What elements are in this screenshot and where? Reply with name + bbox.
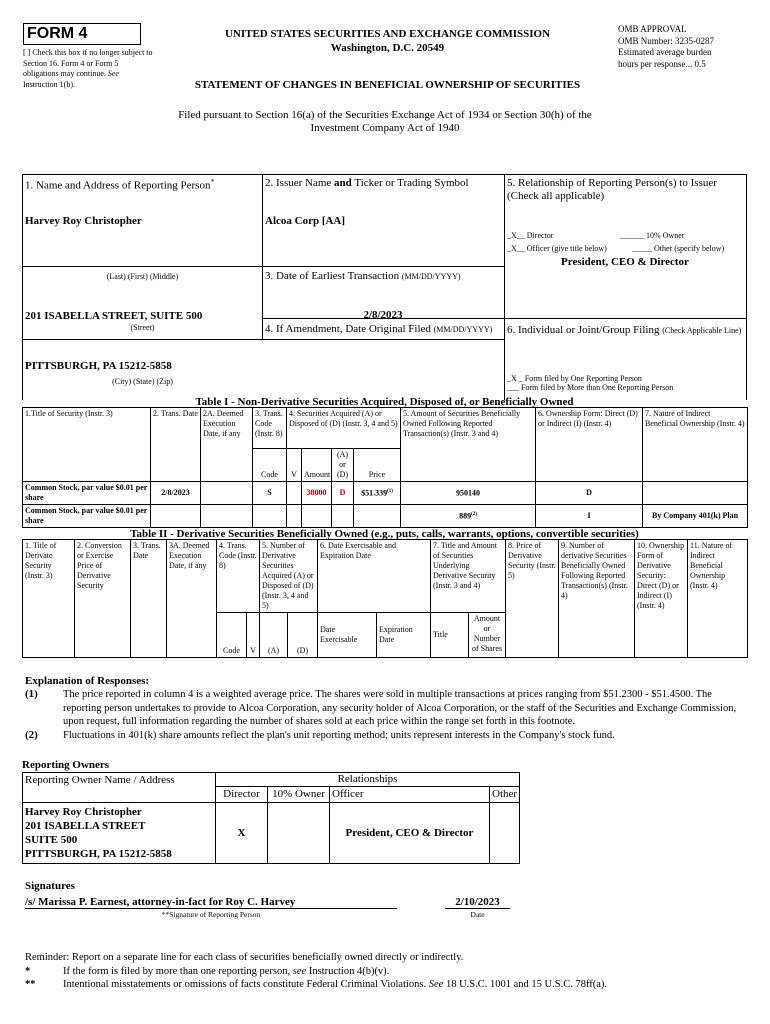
owners-table bbox=[22, 772, 520, 864]
t1-col6-header: 6. Ownership Form: Direct (D) or Indirect (I) (Instr. 4) bbox=[536, 408, 643, 449]
t1-col7-header: 7. Nature of Indirect Beneficial Ownership (Instr. 4) bbox=[643, 408, 748, 449]
box5-label: 5. Relationship of Reporting Person(s) to Issuer (Check all applicable) bbox=[507, 177, 717, 202]
footnote-2-text: Fluctuations in 401(k) share amounts reflect the plan's unit reporting method; units represent interests in the Company's stock fund. bbox=[63, 730, 615, 741]
owner-name-address: Harvey Roy Christopher 201 ISABELLA STREET SUITE 500 PITTSBURGH, PA 15212-5858 bbox=[23, 803, 216, 864]
t1-r2-code bbox=[253, 504, 287, 527]
t2-sub-amount: Amount or Number of Shares bbox=[469, 613, 506, 658]
table1 bbox=[22, 407, 748, 528]
owners-col-director: Director bbox=[216, 787, 268, 803]
table-row bbox=[23, 504, 748, 527]
signature-date: 2/10/2023 bbox=[445, 896, 510, 909]
t1-sub-ad: (A) or (D) bbox=[332, 448, 354, 481]
t1-r1-title: Common Stock, par value $0.01 per share bbox=[23, 481, 151, 504]
t2-sub-a: (A) bbox=[260, 613, 288, 658]
t1-col5-header: 5. Amount of Securities Beneficially Owned Following Reported Transaction(s) (Instr. 3 and 4) bbox=[401, 408, 536, 449]
owner-officer-title: President, CEO & Director bbox=[330, 803, 490, 864]
t2-col11-header: 11. Nature of Indirect Beneficial Ownership (Instr. 4) bbox=[688, 540, 748, 613]
reporting-person-name: Harvey Roy Christopher bbox=[25, 215, 142, 227]
table-row bbox=[23, 481, 748, 504]
filing-more-persons: ___ Form filed by More than One Reporting Person bbox=[507, 383, 674, 392]
t2-sub-v: V bbox=[247, 613, 260, 658]
signer-name: /s/ Marissa P. Earnest, attorney-in-fact for Roy C. Harvey bbox=[25, 896, 397, 909]
t1-r2-v bbox=[287, 504, 302, 527]
t2-sub-expiration: Expiration Date bbox=[377, 613, 431, 658]
issuer-name: Alcoa Corp [AA] bbox=[265, 215, 346, 227]
owners-col-relationships: Relationships bbox=[216, 773, 520, 787]
statement-title: STATEMENT OF CHANGES IN BENEFICIAL OWNERSHIP OF SECURITIES bbox=[194, 79, 581, 91]
relationship-other: _____ Other (specify below) bbox=[632, 244, 725, 253]
t2-sub-exercisable: Date Exercisable bbox=[318, 613, 377, 658]
signatures-heading: Signatures bbox=[25, 880, 75, 892]
t1-r1-form: D bbox=[536, 481, 643, 504]
t1-sub-code: Code bbox=[253, 448, 287, 481]
footnote-1-mark: (1) bbox=[25, 688, 38, 700]
street-label: (Street) bbox=[130, 323, 155, 332]
owners-col-name: Reporting Owner Name / Address bbox=[23, 773, 216, 803]
t2-col4-header: 4. Trans. Code (Instr. 8) bbox=[217, 540, 260, 613]
t2-col8-header: 8. Price of Derivative Security (Instr. 5) bbox=[506, 540, 559, 613]
t2-sub-code: Code bbox=[217, 613, 247, 658]
box4-label: 4. If Amendment, Date Original Filed (MM/DD/YYYY) bbox=[265, 323, 493, 335]
t2-col10-header: 10. Ownership Form of Derivative Security: Direct (D) or Indirect (I) (Instr. 4) bbox=[635, 540, 688, 613]
t1-sub-amount: Amount bbox=[302, 448, 332, 481]
t2-col3a-header: 3A. Deemed Execution Date, if any bbox=[167, 540, 217, 613]
officer-title: President, CEO & Director bbox=[561, 256, 689, 268]
reminder-star-1: * bbox=[25, 966, 31, 977]
table2 bbox=[22, 539, 748, 658]
footnote-2-mark: (2) bbox=[25, 729, 38, 741]
filing-one-person: _X _ Form filed by One Reporting Person bbox=[507, 374, 642, 383]
owners-col-ten-pct: 10% Owner bbox=[268, 787, 330, 803]
t2-col5-header: 5. Number of Derivative Securities Acquired (A) or Disposed of (D) (Instr. 3, 4 and 5) bbox=[260, 540, 318, 613]
t1-r2-owned: 889$^{(2)}$ bbox=[401, 504, 536, 527]
t1-col4-header: 4. Securities Acquired (A) or Disposed of (D) (Instr. 3, 4 and 5) bbox=[287, 408, 401, 449]
owners-col-other: Other bbox=[490, 787, 520, 803]
reminder-violations: Intentional misstatements or omissions of facts constitute Federal Criminal Violations. See 18 U.S.C. 1001 and 15 U.S.C. 78ff(a). bbox=[63, 979, 608, 990]
t1-r1-date: 2/8/2023 bbox=[151, 481, 201, 504]
name-format-label: (Last) (First) (Middle) bbox=[106, 272, 179, 281]
t1-r2-price bbox=[354, 504, 401, 527]
reminder-star-2: ** bbox=[25, 979, 36, 990]
relationship-officer: _X__ Officer (give title below) bbox=[507, 244, 607, 253]
reminder-multiple-persons: If the form is filed by more than one reporting person, see Instruction 4(b)(v). bbox=[63, 966, 390, 977]
owners-col-officer: Officer bbox=[330, 787, 490, 803]
t1-col1-header: 1.Title of Security (Instr. 3) bbox=[23, 408, 151, 449]
box1-label: 1. Name and Address of Reporting Person* bbox=[25, 177, 215, 192]
t2-col7-header: 7. Title and Amount of Securities Underlying Derivative Security (Instr. 3 and 4) bbox=[431, 540, 506, 613]
owner-director-mark: X bbox=[216, 803, 268, 864]
t1-col2a-header: 2A. Deemed Execution Date, if any bbox=[201, 408, 253, 449]
table2-title: Table II - Derivative Securities Beneficially Owned (e.g., puts, calls, warrants, options, convertible securities) bbox=[130, 528, 639, 540]
signature-date-label: Date bbox=[470, 910, 485, 919]
earliest-transaction-date: 2/8/2023 bbox=[363, 309, 403, 321]
t1-r1-code: S bbox=[253, 481, 287, 504]
box3-label: 3. Date of Earliest Transaction (MM/DD/YYYY) bbox=[265, 270, 461, 282]
t1-sub-price: Price bbox=[354, 448, 401, 481]
t2-col1-header: 1. Title of Derivate Security (Instr. 3) bbox=[23, 540, 75, 613]
t1-r1-ad: D bbox=[332, 481, 354, 504]
t2-col6-header: 6. Date Exercisable and Expiration Date bbox=[318, 540, 431, 613]
t1-r1-price: $51.339$^{(1)}$ bbox=[354, 481, 401, 504]
reminder-line: Reminder: Report on a separate line for each class of securities beneficially owned directly or indirectly. bbox=[25, 952, 464, 963]
t2-sub-title: Title bbox=[431, 613, 469, 658]
t2-col2-header: 2. Conversion or Exercise Price of Derivative Security bbox=[75, 540, 131, 613]
box2-label: 2. Issuer Name and Ticker or Trading Symbol bbox=[265, 177, 469, 189]
table-row bbox=[23, 803, 520, 864]
t1-r2-amount bbox=[302, 504, 332, 527]
t2-sub-d: (D) bbox=[288, 613, 318, 658]
filed-pursuant: Filed pursuant to Section 16(a) of the Securities Exchange Act of 1934 or Section 30(h) of the Investment Company Act of 1940 bbox=[178, 109, 592, 134]
agency-name: UNITED STATES SECURITIES AND EXCHANGE COMMISSION bbox=[224, 28, 551, 40]
city-label: (City) (State) (Zip) bbox=[112, 377, 173, 386]
t1-r1-v bbox=[287, 481, 302, 504]
t1-r2-form: I bbox=[536, 504, 643, 527]
t1-sub-v: V bbox=[287, 448, 302, 481]
relationship-director: _X__ Director bbox=[507, 231, 554, 240]
t1-r2-nature: By Company 401(k) Plan bbox=[643, 504, 748, 527]
form-title: FORM 4 bbox=[23, 23, 141, 45]
relationship-ten-percent: ______ 10% Owner bbox=[620, 231, 685, 240]
table1-title: Table I - Non-Derivative Securities Acquired, Disposed of, or Beneficially Owned bbox=[195, 396, 574, 408]
t1-r2-ad bbox=[332, 504, 354, 527]
t2-col3-header: 3. Trans. Date bbox=[131, 540, 167, 613]
t2-col9-header: 9. Number of derivative Securities Beneficially Owned Following Reported Transaction(s) (Instr. 4) bbox=[559, 540, 635, 613]
t1-col3-header: 3. Trans. Code (Instr. 8) bbox=[253, 408, 287, 449]
box6-label: 6. Individual or Joint/Group Filing (Check Applicable Line) bbox=[507, 324, 742, 336]
t1-r1-amount: 38000 bbox=[302, 481, 332, 504]
signer-label: **Signature of Reporting Person bbox=[161, 910, 261, 919]
reporting-city: PITTSBURGH, PA 15212-5858 bbox=[25, 360, 172, 372]
t1-r2-date bbox=[151, 504, 201, 527]
explanation-heading: Explanation of Responses: bbox=[25, 675, 150, 687]
owners-heading: Reporting Owners bbox=[22, 759, 110, 771]
t1-r2-title: Common Stock, par value $0.01 per share bbox=[23, 504, 151, 527]
checkbox-note: [ ] Check this box if no longer subject to Section 16. Form 4 or Form 5 obligations may continue. See Instruction 1(b). bbox=[23, 48, 153, 89]
reporting-street: 201 ISABELLA STREET, SUITE 500 bbox=[25, 310, 203, 322]
agency-location: Washington, D.C. 20549 bbox=[330, 42, 445, 54]
footnote-1-text: The price reported in column 4 is a weighted average price. The shares were sold in multiple transactions at prices ranging from $51.2300 - $51.4500. The reporting person undertakes to provide to Alcoa Corporation, any security holder of Alcoa Corporation, or the staff of the Securities and Exchange Commission, upon request, full information regarding the number of shares sold at each price within the range set forth in this footnote. bbox=[63, 689, 737, 727]
omb-approval: OMB APPROVAL OMB Number: 3235-0287 Estimated average burden hours per response... 0.5 bbox=[618, 24, 714, 69]
t1-r1-owned: 950140 bbox=[401, 481, 536, 504]
t1-col2-header: 2. Trans. Date bbox=[151, 408, 201, 449]
t1-r1-nature bbox=[643, 481, 748, 504]
